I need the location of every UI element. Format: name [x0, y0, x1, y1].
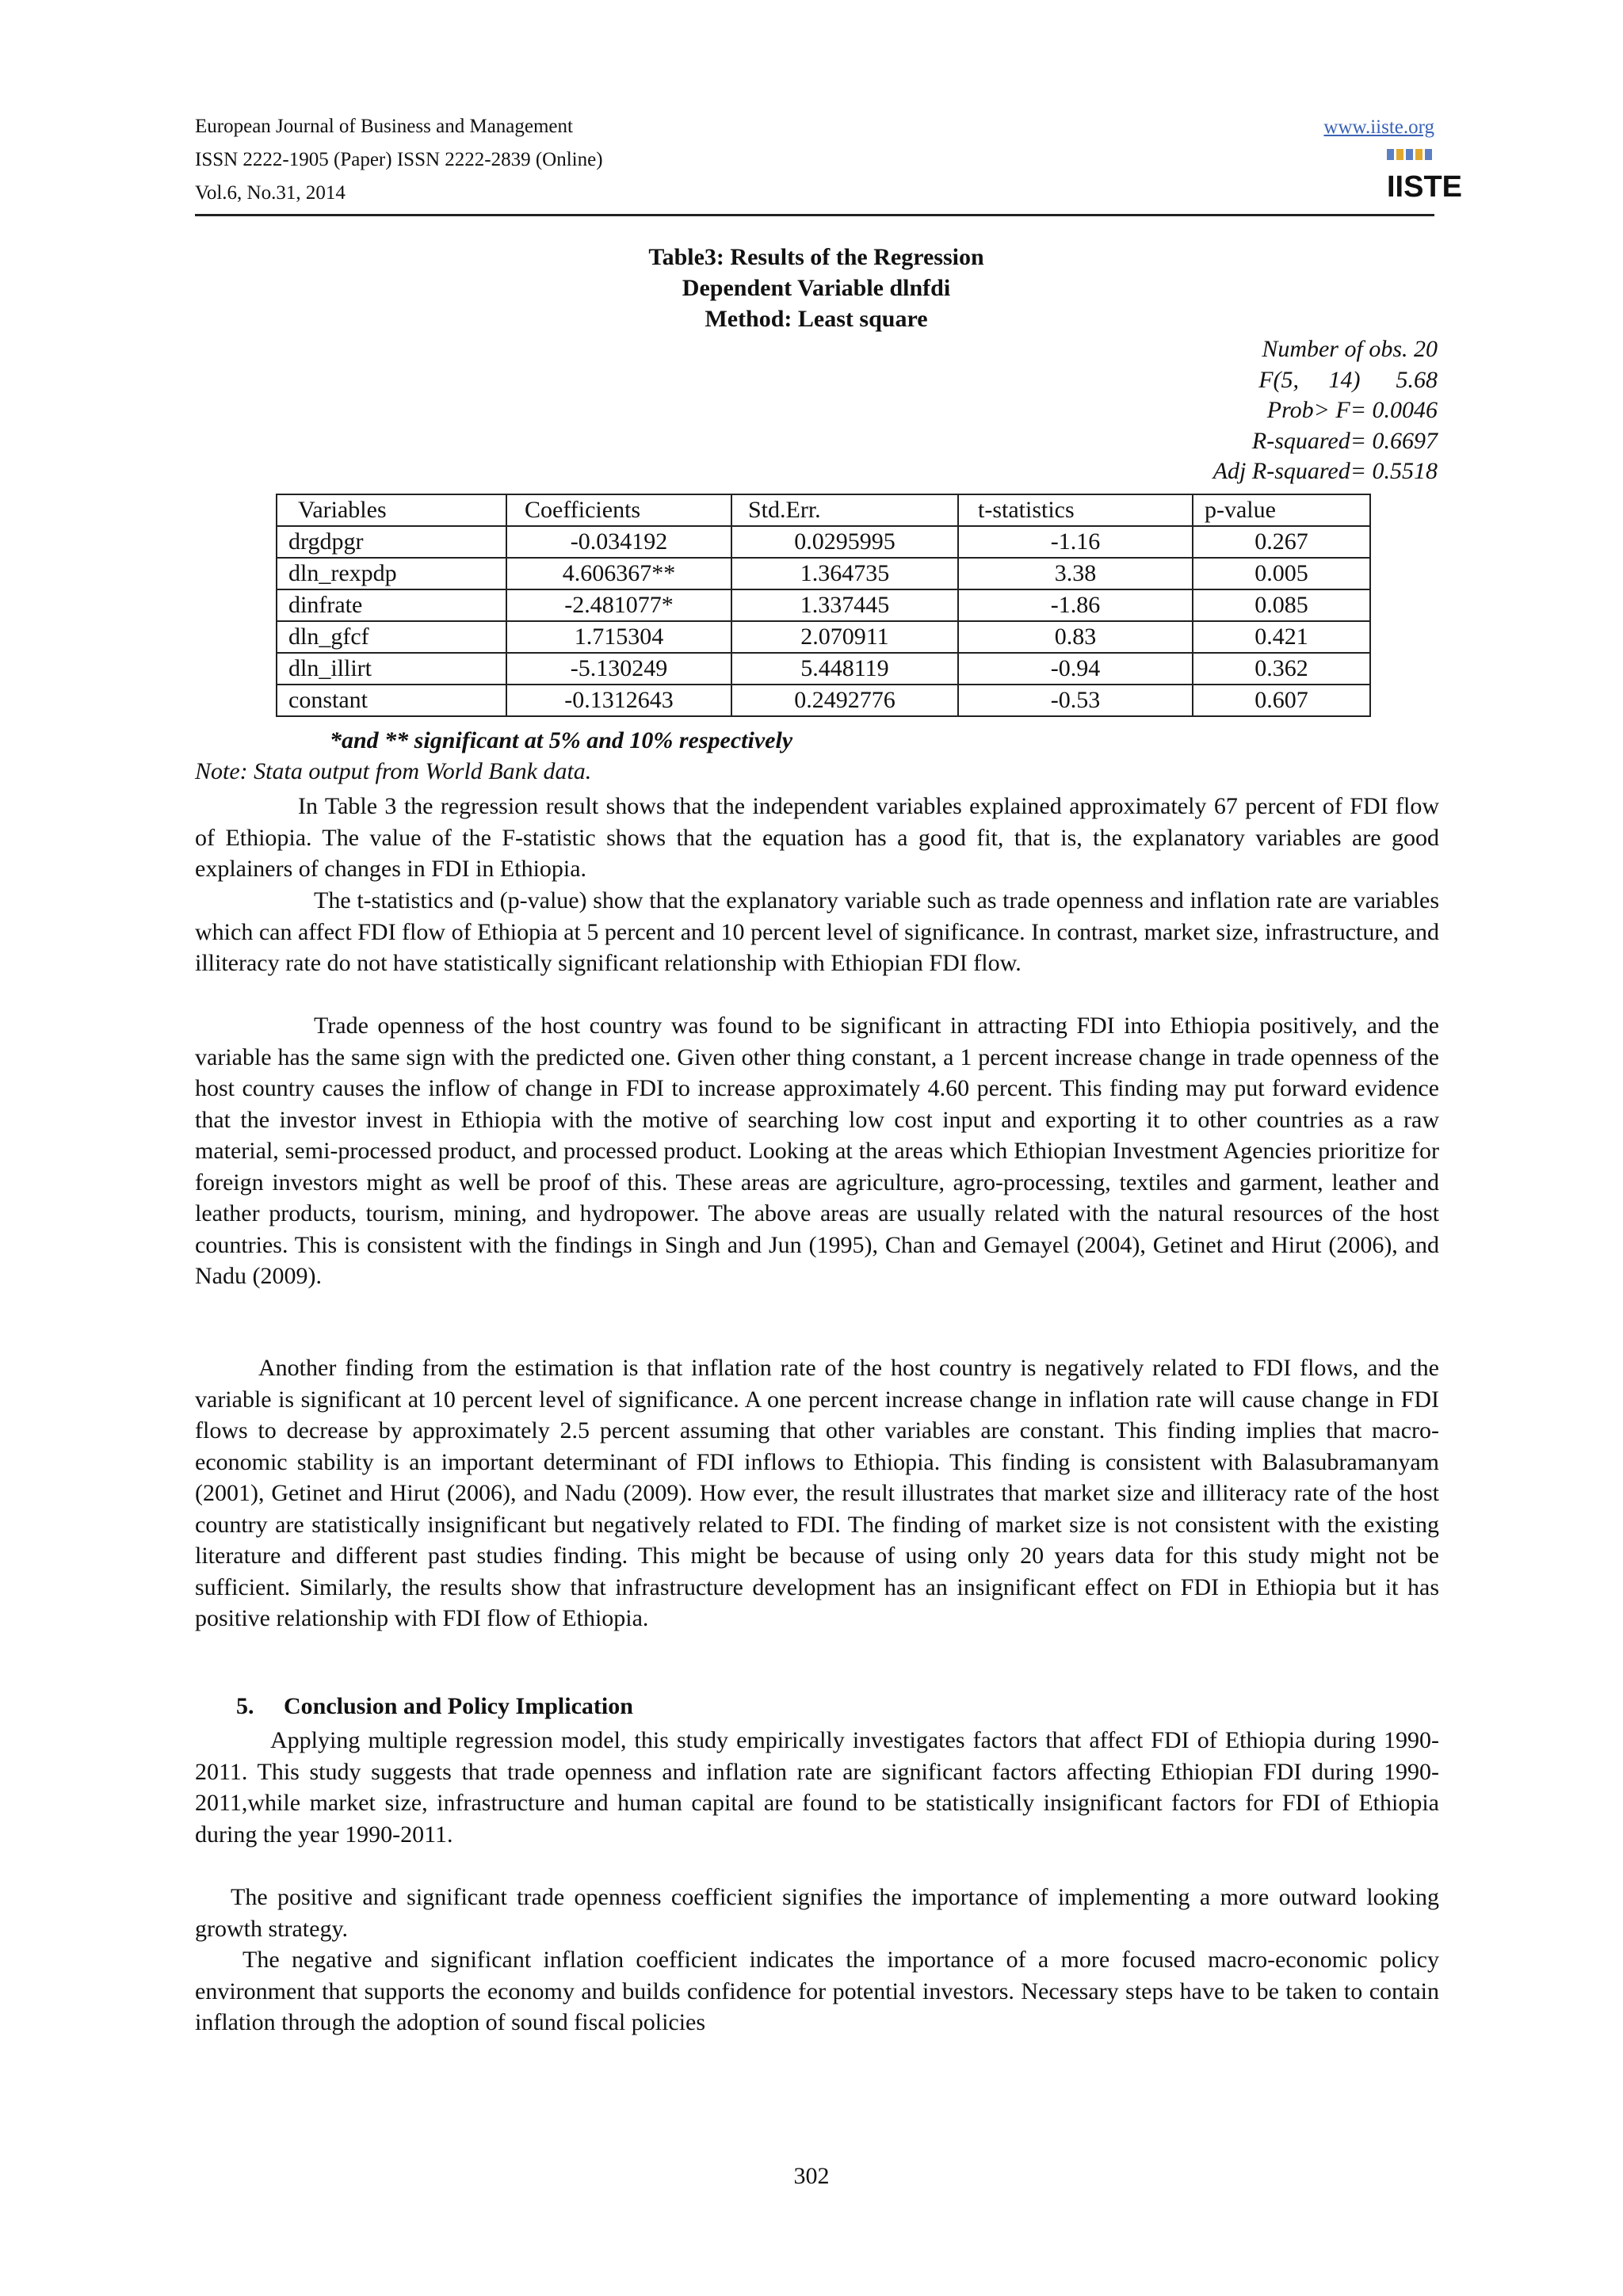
regression-table — [276, 494, 1371, 717]
table-cell: -0.1312643 — [506, 685, 731, 716]
table-row — [277, 526, 1370, 558]
logo-text: IISTE — [1387, 170, 1463, 204]
section-title: Conclusion and Policy Implication — [284, 1693, 633, 1719]
table-cell: 1.715304 — [506, 621, 731, 653]
col-header: Std.Err. — [731, 494, 958, 526]
table-cell: 0.607 — [1193, 685, 1370, 716]
stat-r2: R-squared= 0.6697 — [1251, 427, 1438, 454]
col-header: p-value — [1193, 494, 1370, 526]
table-footnote: *and ** significant at 5% and 10% respectively — [330, 727, 793, 753]
paragraph: Applying multiple regression model, this study empirically investigates factors that affect FDI of Ethiopia during 1990-2011. This study suggests that trade openness and inflation rate are significant factors affecting Ethiopian FDI during 1990-2011,while market size, infrastructure and human capital are found to be statistically insignificant factors for FDI of Ethiopia during the year 1990-2011. — [195, 1727, 1439, 1848]
table-title-line3: Method: Least square — [705, 306, 928, 332]
table-title-line2: Dependent Variable dlnfdi — [682, 275, 951, 301]
paragraph: In Table 3 the regression result shows that the independent variables explained approximately 67 percent of FDI flow of Ethiopia. The value of the F-statistic shows that the equation has a good fit, that is, the explanatory variables are good explainers of changes in FDI in Ethiopia. — [195, 793, 1439, 882]
col-header: t-statistics — [958, 494, 1193, 526]
table-cell: 0.421 — [1193, 621, 1370, 653]
table-cell: 1.364735 — [731, 558, 958, 589]
col-header: Coefficients — [506, 494, 731, 526]
table-cell: -0.034192 — [506, 526, 731, 558]
table-cell: constant — [277, 685, 506, 716]
header-divider — [195, 214, 1434, 216]
table-header-row — [277, 494, 1370, 526]
table-cell: 0.83 — [958, 621, 1193, 653]
iiste-logo — [1385, 147, 1463, 208]
table-cell: 0.0295995 — [731, 526, 958, 558]
journal-name: European Journal of Business and Management — [195, 116, 573, 137]
stat-f: F(5, 14) 5.68 — [1258, 366, 1438, 393]
table-cell: -2.481077* — [506, 589, 731, 621]
table-cell: 4.606367** — [506, 558, 731, 589]
section-heading — [236, 1693, 633, 1720]
table-row — [277, 685, 1370, 716]
table-cell: -1.16 — [958, 526, 1193, 558]
table-cell: 3.38 — [958, 558, 1193, 589]
table-cell: 2.070911 — [731, 621, 958, 653]
stat-prob: Prob> F= 0.0046 — [1266, 397, 1438, 423]
table-cell: 1.337445 — [731, 589, 958, 621]
journal-url-link[interactable]: www.iiste.org — [1323, 116, 1434, 138]
table-row — [277, 589, 1370, 621]
table-cell: dln_gfcf — [277, 621, 506, 653]
section-number: 5. — [236, 1693, 254, 1719]
paragraph: The t-statistics and (p-value) show that the explanatory variable such as trade openness and inflation rate are variables which can affect FDI flow of Ethiopia at 5 percent and 10 percent level of significance. In contrast, market size, infrastructure, and illiteracy rate do not have statistically significant relationship with Ethiopian FDI flow. — [195, 887, 1439, 976]
stat-adj-r2: Adj R-squared= 0.5518 — [1212, 458, 1438, 484]
table-note: Note: Stata output from World Bank data. — [195, 758, 592, 784]
table-cell: 0.2492776 — [731, 685, 958, 716]
volume-line: Vol.6, No.31, 2014 — [195, 182, 346, 204]
table-cell: 0.005 — [1193, 558, 1370, 589]
table-cell: dln_rexpdp — [277, 558, 506, 589]
paragraph: Another finding from the estimation is that inflation rate of the host country is negatively related to FDI flows, and the variable is significant at 10 percent level of significance. A one percent increase change in inflation rate will cause change in FDI flows to decrease by approximately 2.5 percent assuming that other variables are constant. This finding implies that macro-economic stability is an important determinant of FDI inflows to Ethiopia. This finding is consistent with Balasubramanyam (2001), Getinet and Hirut (2006), and Nadu (2009). How ever, the result illustrates that market size and illiteracy rate of the host country are statistically insignificant but negatively related to FDI. The finding of market size is not consistent with the existing literature and different past studies finding. This might be because of using only 20 years data for this study might not be sufficient. Similarly, the results show that infrastructure development has an insignificant effect on FDI in Ethiopia but it has positive relationship with FDI flow of Ethiopia. — [195, 1355, 1439, 1631]
page-number: 302 — [793, 2163, 830, 2189]
issn-line: ISSN 2222-1905 (Paper) ISSN 2222-2839 (Online) — [195, 149, 603, 170]
table-cell: 0.362 — [1193, 653, 1370, 685]
table-cell: -0.53 — [958, 685, 1193, 716]
table-cell: -0.94 — [958, 653, 1193, 685]
regression-stats — [1213, 334, 1438, 487]
table-title-line1: Table3: Results of the Regression — [648, 244, 984, 270]
table-row — [277, 653, 1370, 685]
table-cell: -1.86 — [958, 589, 1193, 621]
table-cell: dinfrate — [277, 589, 506, 621]
table-cell: 0.085 — [1193, 589, 1370, 621]
table-title — [555, 242, 1078, 334]
col-header: Variables — [277, 494, 506, 526]
table-cell: -5.130249 — [506, 653, 731, 685]
paragraph: The positive and significant trade openness coefficient signifies the importance of implementing a more outward looking growth strategy. — [195, 1884, 1439, 1942]
table-cell: 5.448119 — [731, 653, 958, 685]
table-cell: 0.267 — [1193, 526, 1370, 558]
table-cell: dln_illirt — [277, 653, 506, 685]
paragraph: Trade openness of the host country was found to be significant in attracting FDI into Ethiopia positively, and the variable has the same sign with the predicted one. Given other thing constant, a 1 percent increase change in trade openness of the host country causes the inflow of change in FDI to increase approximately 4.60 percent. This finding may put forward evidence that the investor invest in Ethiopia with the motive of searching low cost input and exporting it to other countries as a raw material, semi-processed product, and processed product. Looking at the areas which Ethiopian Investment Agencies prioritize for foreign investors might as well be proof of this. These areas are agriculture, agro-processing, textiles and garment, leather and leather products, tourism, mining, and hydropower. The above areas are usually related with the natural resources of the host countries. This is consistent with the findings in Singh and Jun (1995), Chan and Gemayel (2004), Getinet and Hirut (2006), and Nadu (2009). — [195, 1013, 1439, 1289]
table-cell: drgdpgr — [277, 526, 506, 558]
stat-obs: Number of obs. 20 — [1262, 336, 1438, 362]
table-row — [277, 621, 1370, 653]
paragraph: The negative and significant inflation coefficient indicates the importance of a more focused macro-economic policy environment that supports the economy and builds confidence for potential investors. Necessary steps have to be taken to contain inflation through the adoption of sound fiscal policies — [195, 1947, 1439, 2035]
table-row — [277, 558, 1370, 589]
